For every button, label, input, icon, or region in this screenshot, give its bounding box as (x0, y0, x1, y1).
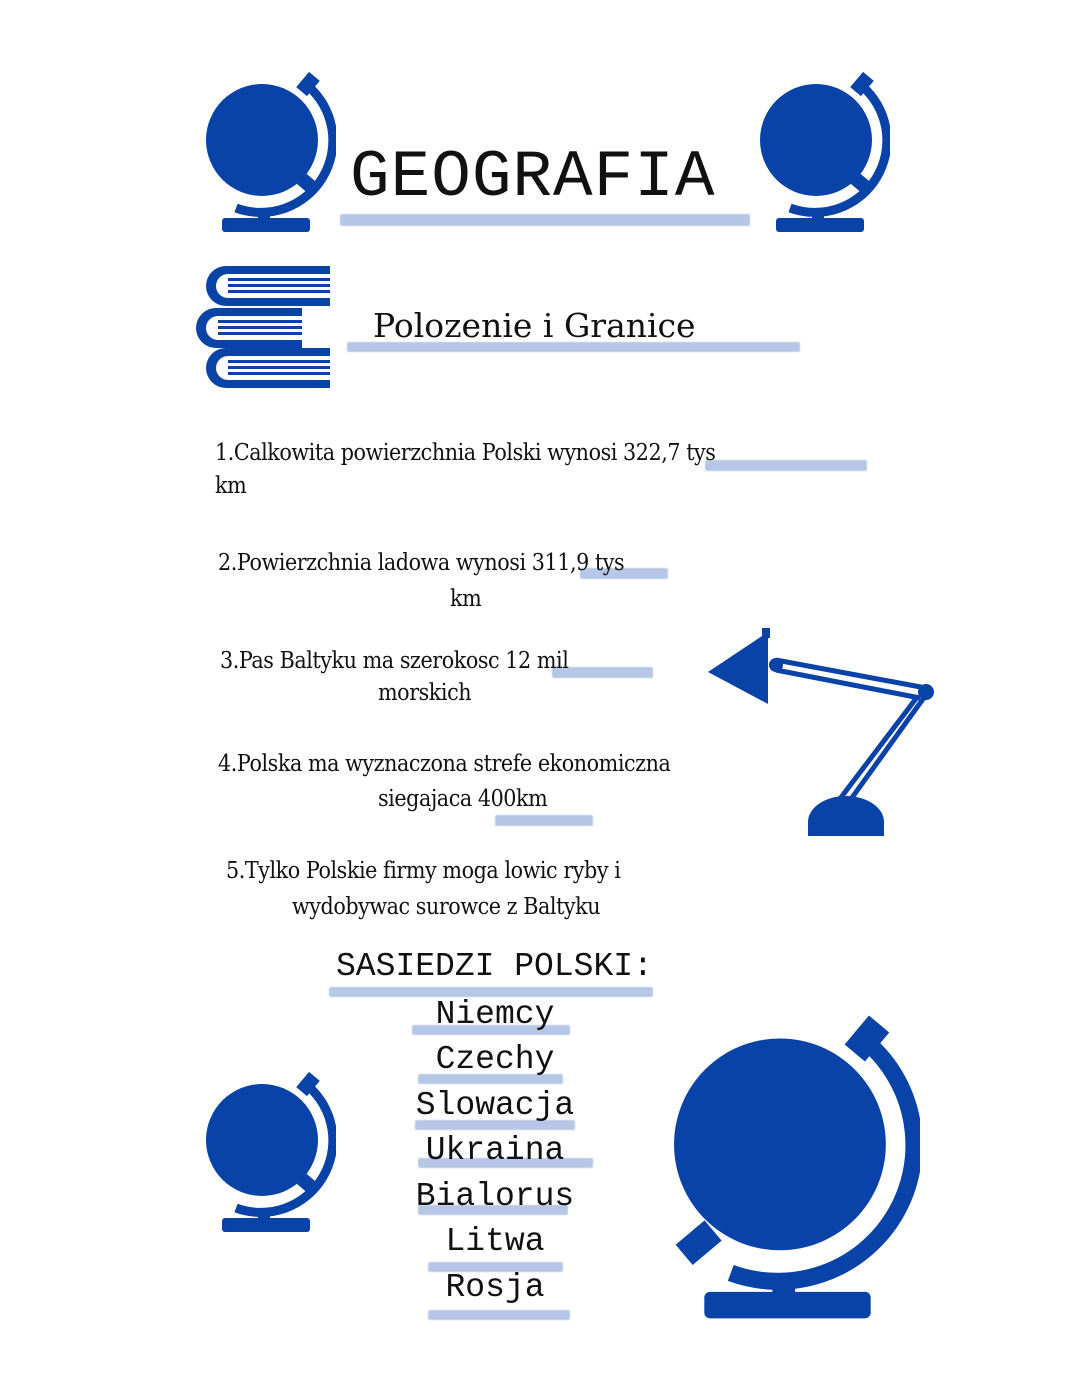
section-title: Polozenie i Granice (373, 306, 696, 345)
fact-1-line-1: 1.Calkowita powierzchnia Polski wynosi 322,7 tys (215, 440, 716, 466)
fact-1-line-2: km (215, 473, 247, 499)
neighbour-item: Czechy (435, 1041, 555, 1078)
fact-4-line-1: 4.Polska ma wyznaczona strefe ekonomiczna (218, 751, 671, 777)
neighbour-item: Litwa (445, 1223, 545, 1260)
page-title: GEOGRAFIA (350, 140, 716, 215)
globe-icon (196, 70, 336, 235)
globe-icon (750, 70, 890, 235)
fact-5-line-1: 5.Tylko Polskie firmy moga lowic ryby i (226, 858, 621, 884)
fact-2-line-2: km (450, 586, 482, 612)
fact-4-line-2: siegajaca 400km (378, 786, 548, 812)
globe-icon (196, 1070, 336, 1235)
neighbour-item: Slowacja (415, 1087, 575, 1124)
neighbours-title: SASIEDZI POLSKI: (336, 948, 653, 985)
books-icon (196, 266, 332, 388)
desk-lamp-icon (706, 626, 936, 838)
neighbour-item: Niemcy (435, 996, 555, 1033)
neighbour-item: Rosja (445, 1269, 545, 1306)
fact-3-line-2: morskich (378, 680, 472, 706)
fact-5-line-2: wydobywac surowce z Baltyku (292, 894, 601, 920)
neighbour-item: Ukraina (425, 1132, 565, 1169)
globe-icon (655, 1012, 920, 1324)
neighbour-item: Bialorus (415, 1178, 575, 1215)
fact-3-line-1: 3.Pas Baltyku ma szerokosc 12 mil (220, 648, 569, 674)
fact-2-line-1: 2.Powierzchnia ladowa wynosi 311,9 tys (218, 550, 625, 576)
